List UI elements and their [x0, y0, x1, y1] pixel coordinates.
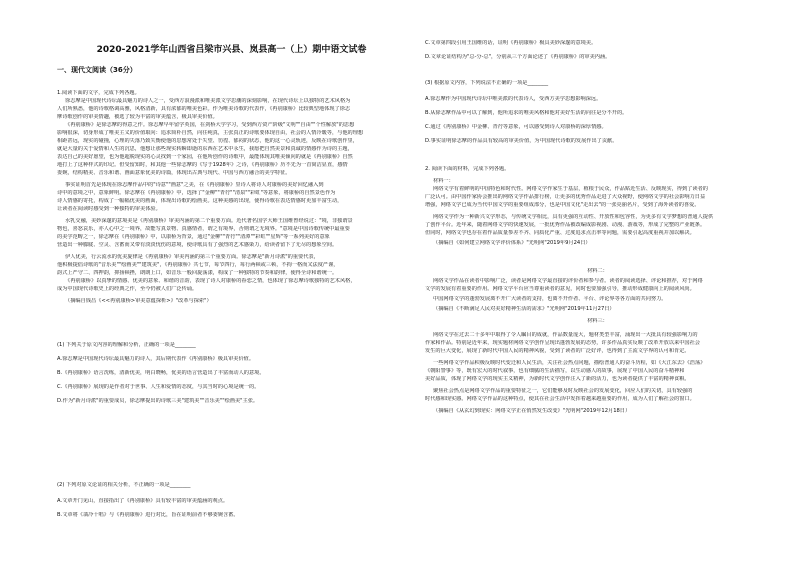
text-line: 但同时，网络文学也存在着作品质量参差不齐、同质化严重、过度追求点击率等问题，需要引起高度重视并加以解决。 — [425, 230, 695, 236]
question-3-option-b: B.从徐志摩作品中可以了解到，他所追求的唯美风格和他对美好生活的向往是分不开的。 — [425, 110, 628, 116]
text-line: 影响很深，切身形成了唯美主义的价值取向：追求简朴自然，向往纯真，主张真正的诗歌要体现自由，社会的人情冷暖等，与他的理想 — [57, 130, 364, 136]
question-1: (1) 下列关于原文内容的理解和分析，正确的一项是________ — [57, 342, 196, 348]
text-line: 地打上了这种样式的印记。但受留知时，和其他一些徐志摩的《写于1928年》之诗，《再别康桥》历不先为一首简洁显直，感情 — [57, 162, 348, 168]
question-1-option-d: D.作为"新月诗派"的重要成员，徐志摩提出的诗歌三美"建筑美""音乐美""绘画美"主张。 — [57, 398, 259, 404]
text-line: 诗中的意境之中，意象鲜明。徐志摩在《再别康桥》中，选择了"金柳""青荇""清泉""彩虹"等意象，将康桥的自然景色作为 — [57, 190, 336, 196]
text-line: 表达自己的美好愿望，也为他超脱现实的心灵找到一个家园，在他所创作的诗歌中，最能体现其唯美倾向的就是《再别康桥》自然 — [57, 154, 353, 160]
question-2-option-c: C.文章第四段引用王国维的话，证明《再别康桥》极具美妙深邃的意境美。 — [425, 40, 597, 46]
text-line: 一些网络文学作品积极反映时代变迁和人民生活，关注社会热点问题，描绘普通人的奋斗历程，如《大江东去》《浩荡》 — [433, 360, 706, 366]
text-line: 《再别康桥》是徐志摩的得意之作。徐志摩早年留学英国，在剑桥大学学习，受到西方资产阶级"文明""自由""个性解放"的思想 — [65, 122, 355, 128]
text-line: 发生的巨大变化，展现了新时代中国人民的精神风貌，受到了读者的广泛好评，也得到了主流文学界的认可和肯定。 — [425, 348, 690, 354]
question-3-option-c: C.通过《再别康桥》中金柳、青荇等意象，可以感受到诗人对康桥的深厚情感。 — [425, 124, 607, 130]
text-line: 网络文学有着鲜明的中国特色和时代性。网络文学作家生于基层，植根于民众，作品贴近生活、反映现实，得到了读者的 — [433, 186, 708, 192]
question-2: (2) 下列对原文论证的相关分析，不正确的一项是________ — [57, 482, 191, 488]
source-line: （摘编自《不断满足人民对美好精神生活的需求》"光明网"2019年11月27日） — [433, 306, 615, 312]
question-3-option-a: A.徐志摩作为中国现代诗坛中唯美派的代表诗人，受西方美学思想影响深远。 — [425, 96, 602, 102]
text-line: 网络文学作品在读者中影响广泛，读者是网络文学最直接的评价者和参与者。读者的阅读选择、评论和推荐，对于网络 — [433, 278, 703, 284]
text-line: 《再别康桥》以真挚的情感、优美的意象、和谐的音韵，表现了诗人对康桥的眷恋之情，也体现了徐志摩诗歌独特的艺术风格， — [65, 278, 356, 284]
exam-title: 2020-2021学年山西省吕梁市兴县、岚县高一（上）期中语文试卷 — [96, 45, 367, 55]
text-line: 增强，网络文学已成为当代中国文学的重要组成部分，也是中国文化"走出去"的一张亮丽名片，受到了海外读者的喜爱。 — [425, 202, 700, 208]
text-line: 成为中国现代诗歌史上的经典之作，至今仍被人们广泛传诵。 — [57, 286, 198, 292]
text-line: 《朝阳警事》等，既有宏大的时代叙事，也有细腻的生活描写，以生动感人的故事，展现了中国人民的奋斗精神和 — [425, 368, 685, 374]
text-line: 委婉，结构精美、音乐和谐、画面意象优美的诗篇，体现出古典与现代、中国与西方融合的美学特征。 — [57, 170, 291, 176]
text-line: 营造出一种朦胧、空灵、含蓄而又带有淡淡忧伤的意境，使诗歌具有了强烈的艺术感染力，给读者留下了无尽的想象空间。 — [57, 242, 338, 248]
text-line: 美好品质，体现了网络文学的现实主义精神，为新时代文学创作注入了新的活力，也为读者提供了丰富的精神食粮。 — [425, 376, 690, 382]
text-line: 时代感和现实感。网络文学作品的这种特点，使其在社会生活中发挥着越来越重要的作用，成为人们了解社会的窗口。 — [425, 396, 695, 402]
text-line: 的美学范畴之一，徐志摩在《再别康桥》中，以康桥为背景，通过"金柳""青荇""清潭""彩虹""星辉"等一系列美好的意象 — [57, 234, 330, 240]
material-label: 材料一： — [433, 178, 454, 184]
question-2-option-d: D.文章论证结构为"总-分-总"，分别从三个方面论述了《再别康桥》的审美内涵。 — [425, 54, 611, 60]
question-2-option-a: A.文章开门见山，直接指出了《再别康桥》具有较丰富的审美蕴涵的观点。 — [57, 498, 229, 504]
text-line: 网络文学在过去二十多年中取得了令人瞩目的成就，作品数量庞大，题材类型丰富，涌现出一大批具有较强影响力的 — [433, 332, 698, 338]
text-line: 网络文学作为一种新兴文学形态，与传统文学相比，具有更强的互动性、开放性和包容性，为更多有文学梦想的普通人提供 — [433, 214, 714, 220]
question-1-option-a: A.徐志摩是中国现代诗坛最具魅力的诗人，其后期代表作《再别康桥》极具审美价值。 — [57, 356, 255, 362]
source-line: （摘编自钱昌《<<再别康桥>审美意蕴探析>》"改革与探索"） — [65, 298, 212, 304]
question-3-option-d: D.事实证明徐志摩的作品具有较高的审美价值，为中国现代诗歌的发展作出了贡献。 — [425, 138, 618, 144]
text-line: 中国网络文学的蓬勃发展离不开广大读者的支持，也离不开作者、平台、评论界等各方面的共同努力。 — [433, 296, 667, 302]
question-1-option-b: B.《再别康桥》语言洗练，清新优美，明白晓畅，优美的语言营造出了丰富而动人的意境。 — [57, 370, 265, 376]
text-line: 让读者在阅读时感受到一种独特的审美体验。 — [57, 206, 161, 212]
text-line: 伊人优美，行云流水的优美旋律是《再别康桥》审美内涵的第三个重要方面。徐志摩是"新月诗派"的重要代表， — [65, 254, 319, 260]
source-line: （摘编自《如何建立网络文学评价体系》"光明网"2019年9月24日） — [433, 240, 591, 246]
text-line: 韵式上严守二、四押韵，抑扬顿挫，朗朗上口，如音乐一般回旋荡漾，构成了一种独特的节奏和韵律，使得全诗和谐统一。 — [57, 270, 338, 276]
question-intro: 2. 阅读下面的材料，完成下列各题。 — [425, 166, 510, 172]
text-line: 聚焦社会热点是网络文学作品的重要特征之一，它们能够及时反映社会的发展变化，回应人们的关切，具有较强的 — [433, 388, 693, 394]
question-1-option-c: C.《再别康桥》展现的是作者对于世事、人生和爱情的态度，与其当时的心境是统一的。 — [57, 384, 260, 390]
text-line: 徐志摩是中国现代诗坛最具魅力的诗人之一，受西方浪漫派和唯美派文学思潮的深刻影响，在现代诗坛上以独特的艺术风格为 — [65, 98, 351, 104]
text-line: 广泛认可。由中国作家协会推出的网络文学作品排行榜，让更多的优秀作品走进了大众视野，使网络文学的社会影响力日益 — [425, 194, 706, 200]
question-2-option-b: B.文章将《翡冷十唱》与《再别康桥》进行对比，旨在证明前者不够委婉含蓄。 — [57, 512, 239, 518]
text-line: 摩诗歌创作的审美情趣，被选了较为丰富的审美蕴含，极具审美价值。 — [57, 114, 218, 120]
text-line: 相距甚远，现实的碰撞，心理的失落乃致失衡使他的思想常处于失望、彷徨、郁闷的状态，他的这一心灵轨迹，反映在诗歌创作里， — [57, 138, 358, 144]
text-line: 作家和作品。特别是近年来，现实题材网络文学创作呈现出蓬勃发展的态势，许多作品真实反映了改革开放以来中国社会 — [425, 340, 700, 346]
text-line: 水乳交融，美妙深邃的意境美是《再别康桥》审美内涵的第二个重要方面。近代著名国学大师王国维曾经说过："境，非独谓景 — [65, 218, 353, 224]
text-line: 他积极提倡诗歌的"音乐美""绘画美""建筑美"，《再别康桥》共七节，每节四行，每行两顿或三顿，不拘一格而又法度严谨， — [57, 262, 339, 268]
question-3: (3) 根据原文内容，下列说法不正确的一项是________ — [425, 80, 549, 86]
material-label: 材料二： — [587, 268, 608, 274]
text-line: 事实证明首先是体现在徐志摩作品中的"诗意""画意"之美，在《再别康桥》里诗人将诗人对康桥的美好回忆融入到 — [65, 182, 324, 188]
section-heading: 一、现代文阅读（36分） — [57, 66, 137, 74]
text-line: 了创作平台。近年来，随着网络文学的快速发展，一批优秀作品被改编成影视剧、动漫、游戏等，形成了完整的产业链条。 — [425, 222, 706, 228]
text-line: 就是大量的关于爱情和人生的沉思，他想让那些现实转瞬即逝的东西在艺术中永生，我愿把自然美景和真诚的情感作为诗的主题， — [57, 146, 353, 152]
material-label: 材料三： — [587, 318, 608, 324]
text-line: 人们所熟悉，他的诗歌格调高雅，风格清新，具有浓郁的唯美色彩。作为唯美诗歌的代表作，《再别康桥》比较典型地体现了徐志 — [57, 106, 351, 112]
source-line: （摘编自《从玄幻到现实：网络文学正在悄然发生改变》"光明网"2019年12月18日） — [433, 408, 631, 414]
question-intro: 1.阅读下面的文字，完成下列各题。 — [57, 90, 140, 96]
text-line: 物也，喜怒哀乐，亦人心中之一境界，故能写真景物、真感情者，谓之有境界，否则谓之无境界。"意境是中国诗歌传统中最重要 — [57, 226, 350, 232]
text-line: 诗人情感的寄托，构成了一幅幅优美的画面，体现出诗歌的绘画美。这种美感的出现，使得诗歌在表达情感时更加丰富生动， — [57, 198, 343, 204]
text-line: 文学的发展有着重要的作用。网络文学平台应当尊重读者的意见，同时也要加强引导，推动形成健康向上的阅读风尚。 — [425, 286, 695, 292]
